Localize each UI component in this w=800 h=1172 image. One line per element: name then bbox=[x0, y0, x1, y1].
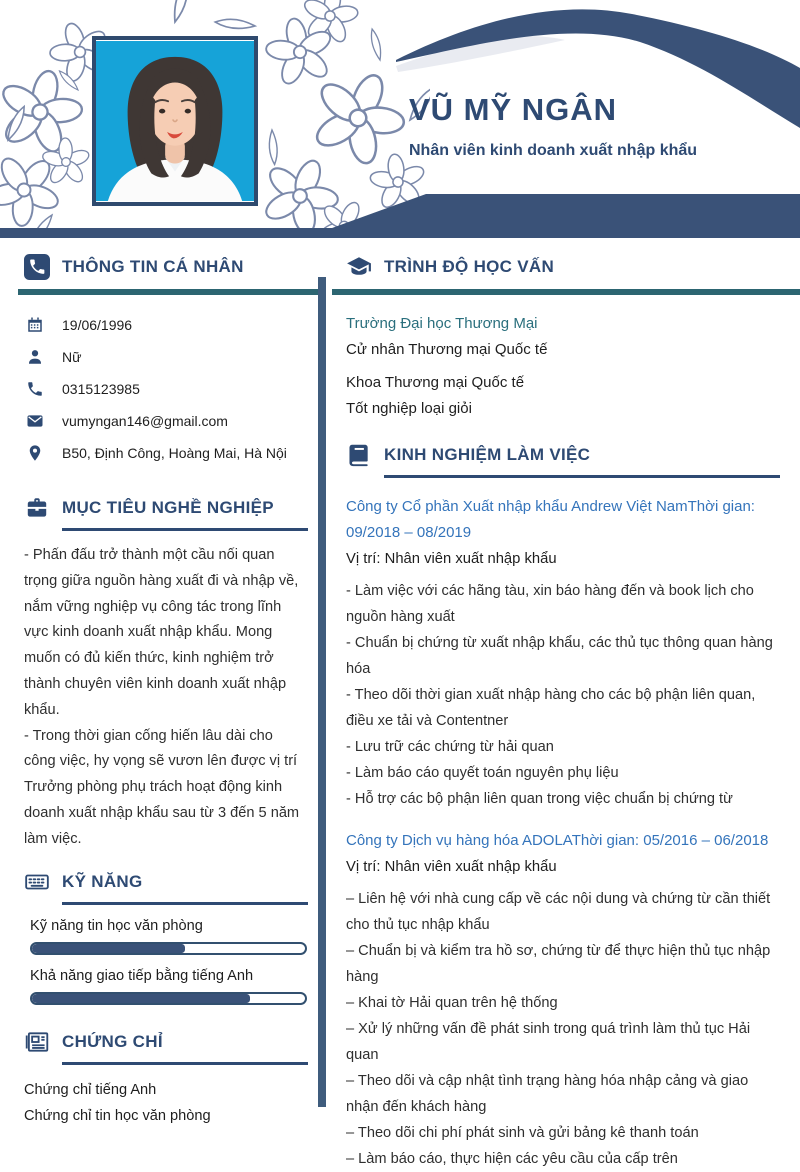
job-bullet: - Làm việc với các hãng tàu, xin báo hàng đến và book lịch cho nguồn hàng xuất bbox=[346, 583, 754, 625]
cv-header bbox=[0, 0, 800, 238]
section-rule bbox=[332, 289, 800, 295]
section-certificates bbox=[24, 1029, 308, 1055]
skill-progress-bar bbox=[30, 942, 307, 955]
info-row-birthday bbox=[24, 309, 308, 341]
briefcase-icon bbox=[24, 495, 50, 521]
section-experience bbox=[346, 442, 782, 468]
job-position: Vị trí: Nhân viên xuất nhập khẩu bbox=[346, 551, 557, 567]
section-skills bbox=[24, 869, 308, 895]
job-entry bbox=[346, 494, 782, 812]
objective-text bbox=[24, 543, 308, 853]
info-row-address bbox=[24, 437, 308, 469]
section-objective bbox=[24, 495, 308, 521]
job-bullet: - Theo dõi thời gian xuất nhập hàng cho các bộ phận liên quan, điều xe tải và Contentner bbox=[346, 687, 756, 729]
skill-label: Kỹ năng tin học văn phòng bbox=[30, 917, 203, 934]
section-title: TRÌNH ĐỘ HỌC VẤN bbox=[384, 257, 555, 276]
gender-value: Nữ bbox=[62, 349, 82, 365]
education-faculty: Khoa Thương mại Quốc tế bbox=[346, 374, 525, 391]
header-divider-band bbox=[0, 228, 800, 238]
objective-paragraph: - Phấn đấu trở thành một cầu nối quan trọng giữa nguồn hàng xuất đi và nhập về, nắm vững nghiệp vụ công tác trong lĩnh vực kinh doanh xuất nhập khẩu. Mong muốn có đủ kiến thức, kinh nghiệm trở thành chuyên viên kinh doanh xuất nhập khẩu. bbox=[24, 547, 299, 718]
section-title: CHỨNG CHỈ bbox=[62, 1031, 163, 1051]
personal-info-list bbox=[24, 309, 308, 469]
job-company-line: Công ty Dịch vụ hàng hóa ADOLAThời gian: 05/2016 – 06/2018 bbox=[346, 832, 769, 849]
job-company-line: Công ty Cổ phần Xuất nhập khẩu Andrew Việt NamThời gian: 09/2018 – 08/2019 bbox=[346, 498, 755, 541]
job-bullet: - Làm báo cáo quyết toán nguyên phụ liệu bbox=[346, 765, 619, 781]
job-bullet: – Theo dõi và cập nhật tình trạng hàng hóa nhập cảng và giao nhận đến khách hàng bbox=[346, 1073, 749, 1115]
graduation-cap-icon bbox=[346, 254, 372, 280]
certificate-icon bbox=[24, 1029, 50, 1055]
birthday-value: 19/06/1996 bbox=[62, 317, 133, 333]
section-personal-info bbox=[24, 254, 308, 280]
phone-value: 0315123985 bbox=[62, 381, 140, 397]
certificate-list bbox=[24, 1077, 308, 1129]
section-rule bbox=[18, 289, 318, 295]
skill-item bbox=[24, 968, 308, 1005]
education-grade: Tốt nghiệp loại giỏi bbox=[346, 400, 472, 417]
job-position: Vị trí: Nhân viên xuất nhập khẩu bbox=[346, 859, 557, 875]
column-divider bbox=[318, 277, 326, 1107]
section-title: THÔNG TIN CÁ NHÂN bbox=[62, 257, 244, 276]
skill-progress-fill bbox=[32, 994, 250, 1003]
keyboard-icon bbox=[24, 869, 50, 895]
job-bullet: – Chuẩn bị và kiểm tra hồ sơ, chứng từ để thực hiện thủ tục nhập hàng bbox=[346, 943, 771, 985]
person-icon bbox=[24, 348, 46, 366]
section-education bbox=[346, 254, 782, 280]
info-row-gender bbox=[24, 341, 308, 373]
section-title: KỸ NĂNG bbox=[62, 871, 143, 891]
left-column bbox=[0, 246, 318, 1129]
section-rule bbox=[62, 528, 308, 531]
job-bullet: – Liên hệ với nhà cung cấp về các nội dung và chứng từ cần thiết cho thủ tục nhập khẩu bbox=[346, 891, 771, 933]
email-icon bbox=[24, 412, 46, 430]
job-bullet: - Hỗ trợ các bộ phận liên quan trong việc chuẩn bị chứng từ bbox=[346, 791, 733, 807]
calendar-icon bbox=[24, 316, 46, 334]
address-value: B50, Định Công, Hoàng Mai, Hà Nội bbox=[62, 445, 287, 461]
candidate-name: VŨ MỸ NGÂN bbox=[409, 92, 618, 127]
section-title: KINH NGHIỆM LÀM VIỆC bbox=[384, 445, 591, 464]
job-bullet: – Theo dõi chi phí phát sinh và gửi bảng kê thanh toán bbox=[346, 1125, 699, 1141]
job-bullet: – Làm báo cáo, thực hiện các yêu cầu của cấp trên bbox=[346, 1151, 678, 1167]
right-column bbox=[326, 246, 800, 1172]
phone-badge-icon bbox=[24, 254, 50, 280]
job-bullet: - Chuẩn bị chứng từ xuất nhập khẩu, các thủ tục thông quan hàng hóa bbox=[346, 635, 773, 677]
education-school: Trường Đại học Thương Mại bbox=[346, 315, 538, 332]
education-block bbox=[346, 311, 782, 422]
book-icon bbox=[346, 442, 372, 468]
education-degree: Cử nhân Thương mại Quốc tế bbox=[346, 341, 548, 358]
skill-progress-bar bbox=[30, 992, 307, 1005]
section-rule bbox=[62, 1062, 308, 1065]
skill-item bbox=[24, 918, 308, 955]
phone-icon bbox=[24, 380, 46, 398]
location-icon bbox=[24, 444, 46, 462]
section-rule bbox=[384, 475, 780, 478]
certificate-item: Chứng chỉ tin học văn phòng bbox=[24, 1107, 211, 1124]
objective-paragraph: - Trong thời gian cống hiến lâu dài cho công việc, hy vọng sẽ vươn lên được vị trí Trưởng phòng phụ trách hoạt động kinh doanh xuất nhập khẩu sau từ 3 đến 5 năm làm việc. bbox=[24, 727, 300, 847]
job-bullet-list bbox=[346, 578, 782, 812]
certificate-item: Chứng chỉ tiếng Anh bbox=[24, 1081, 157, 1098]
skill-progress-fill bbox=[32, 944, 185, 953]
skill-label: Khả năng giao tiếp bằng tiếng Anh bbox=[30, 967, 254, 984]
job-entry bbox=[346, 828, 782, 1172]
job-bullet: – Xử lý những vấn đề phát sinh trong quá trình làm thủ tục Hải quan bbox=[346, 1021, 751, 1063]
email-value: vumyngan146@gmail.com bbox=[62, 413, 228, 429]
header-wedge-shape bbox=[0, 0, 800, 238]
section-rule bbox=[62, 902, 308, 905]
info-row-phone bbox=[24, 373, 308, 405]
section-title: MỤC TIÊU NGHỀ NGHIỆP bbox=[62, 498, 274, 517]
info-row-email bbox=[24, 405, 308, 437]
job-bullet-list bbox=[346, 886, 782, 1172]
job-bullet: – Khai tờ Hải quan trên hệ thống bbox=[346, 995, 558, 1011]
candidate-job-title: Nhân viên kinh doanh xuất nhập khẩu bbox=[409, 142, 698, 159]
job-bullet: - Lưu trữ các chứng từ hải quan bbox=[346, 739, 554, 755]
